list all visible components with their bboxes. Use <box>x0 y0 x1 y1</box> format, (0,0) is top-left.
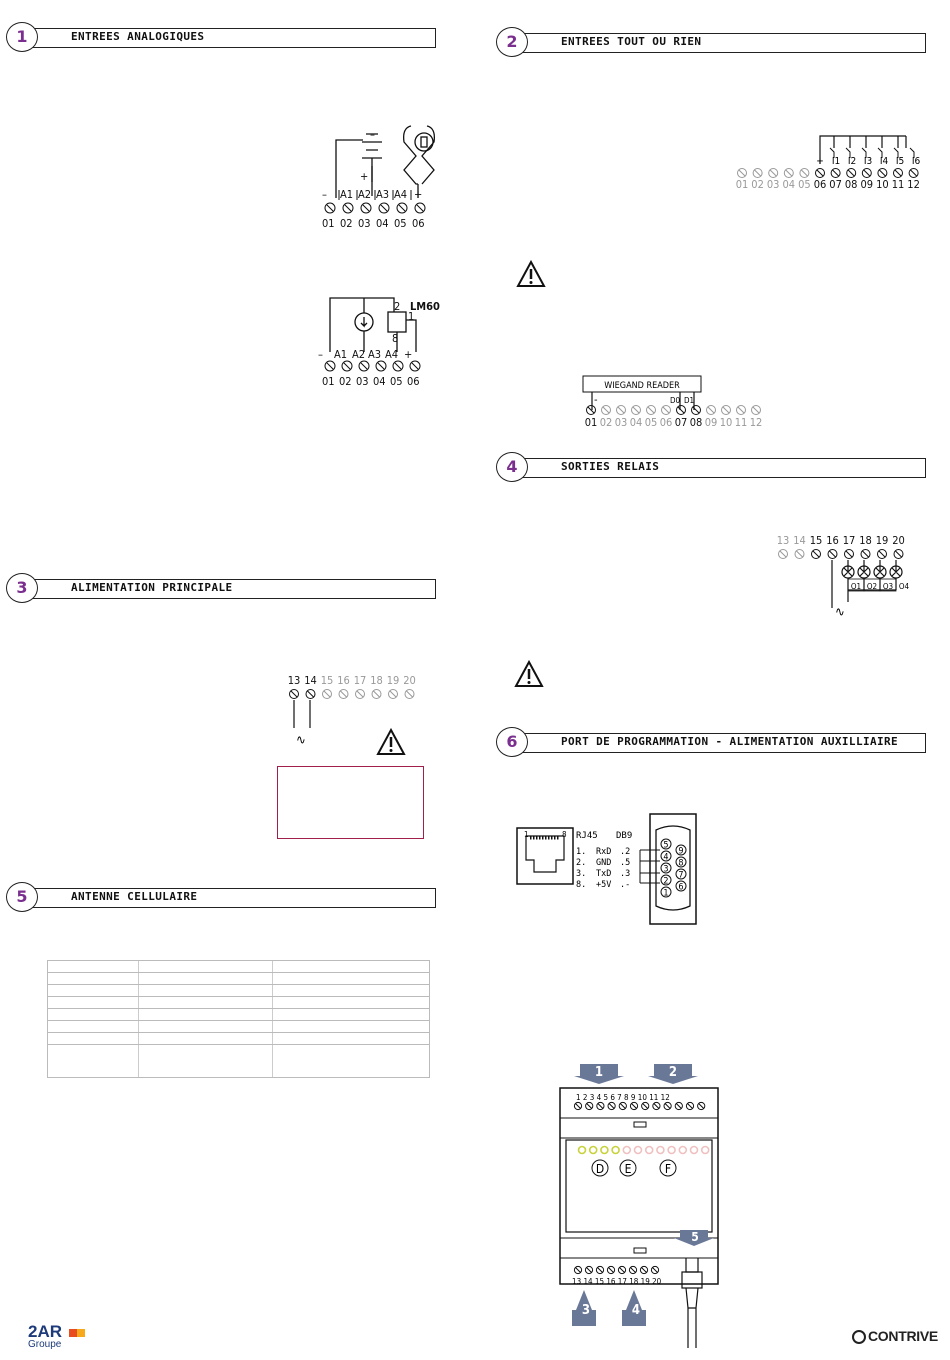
label-minus: – <box>322 188 327 201</box>
terminal: 03 <box>358 217 371 230</box>
screw-slot <box>770 170 776 176</box>
pinout-cell: TxD <box>596 869 612 879</box>
section-header-6 <box>496 731 926 753</box>
section-number: 1 <box>6 22 38 52</box>
terminal-number: 19 <box>386 674 400 687</box>
screw-slot <box>796 551 802 557</box>
rj45-pin1: 1 <box>524 830 529 839</box>
terminal-number: 16 <box>337 674 350 687</box>
terminal-number: 06 <box>813 178 827 191</box>
pinout-cell: .3 <box>620 869 631 879</box>
terminal: 04 <box>373 375 386 388</box>
screw-slot <box>723 407 729 413</box>
screw-slot <box>340 691 346 697</box>
svg-text:4: 4 <box>631 1303 641 1318</box>
terminal-number: 09 <box>704 416 718 429</box>
section-header-2 <box>496 31 926 53</box>
db9-pin-number: 3 <box>663 864 669 875</box>
terminal-number: 02 <box>599 416 613 429</box>
lm60-pin2: 2 <box>394 300 401 313</box>
brand-logo-contrive: CONTRIVE <box>852 1328 938 1344</box>
db9-pin-number: 8 <box>678 858 684 869</box>
terminal: 05 <box>390 375 403 388</box>
label-a1: A1 <box>340 188 354 201</box>
terminal-number: 14 <box>304 674 317 687</box>
device-diagram <box>556 1058 726 1352</box>
terminal-number: 15 <box>809 534 823 547</box>
rj45-db9-diagram <box>514 810 714 930</box>
label-a2: A2 <box>358 188 372 201</box>
terminal: 02 <box>339 375 352 388</box>
relay-outputs-diagram <box>774 532 914 622</box>
led-e: E <box>624 1162 632 1176</box>
terminal-number: 20 <box>892 534 905 547</box>
digital-inputs-diagram <box>734 128 924 196</box>
input-label: I5 <box>895 156 905 167</box>
terminal-number: 03 <box>614 416 628 429</box>
terminal: 04 <box>376 217 389 230</box>
terminal-number: 14 <box>793 534 806 547</box>
label-a2: A2 <box>352 348 366 361</box>
screw-slot <box>603 407 609 413</box>
terminal-number: 08 <box>689 416 703 429</box>
battery-plus: + <box>360 170 369 183</box>
screw-slot <box>753 407 759 413</box>
arrow-2 <box>648 1064 698 1084</box>
terminal-number: 03 <box>766 178 780 191</box>
terminal: 03 <box>356 375 369 388</box>
analog-wiring-diagram-b <box>312 290 442 390</box>
section-title: SORTIES RELAIS <box>561 460 660 473</box>
section-title: ENTREES ANALOGIQUES <box>71 30 205 43</box>
terminal-number: 10 <box>719 416 733 429</box>
terminal-number: 08 <box>844 178 858 191</box>
db9-pin-number: 2 <box>663 876 669 887</box>
screw-slot <box>324 691 330 697</box>
terminal: 06 <box>407 375 420 388</box>
pinout-cell: +5V <box>596 880 612 890</box>
terminal-number: 19 <box>875 534 889 547</box>
led-d: D <box>595 1162 605 1176</box>
label-plus: + <box>414 188 423 201</box>
db9-pin-number: 5 <box>663 840 669 851</box>
pinout-cell: GND <box>596 858 612 868</box>
label-a3: A3 <box>376 188 390 201</box>
analog-wiring-diagram-a <box>318 122 440 234</box>
screw-slot <box>754 170 760 176</box>
db9-pin-number: 4 <box>663 852 669 863</box>
rj45-label: RJ45 <box>576 831 598 841</box>
section-header-5 <box>6 886 436 908</box>
screw-slot <box>708 407 714 413</box>
terminal-number: 07 <box>829 178 842 191</box>
led-f: F <box>664 1162 672 1176</box>
label-plus: + <box>404 348 413 361</box>
input-label: + <box>816 156 824 167</box>
screw-slot <box>678 407 684 413</box>
label-a4: A4 <box>394 188 408 201</box>
terminal-number: 17 <box>842 534 856 547</box>
pinout-cell: .5 <box>620 858 631 868</box>
terminal-number: 15 <box>320 674 334 687</box>
input-label: I3 <box>863 156 873 167</box>
ac-symbol: ∿ <box>296 733 306 748</box>
terminal-number: 12 <box>907 178 920 191</box>
terminal-number: 12 <box>749 416 763 429</box>
terminal-number: 04 <box>782 178 796 191</box>
terminal-number: 06 <box>659 416 673 429</box>
screw-slot <box>780 551 786 557</box>
terminal-number: 10 <box>876 178 889 191</box>
section-title: ANTENNE CELLULAIRE <box>71 890 198 903</box>
svg-text:1: 1 <box>594 1065 604 1080</box>
screw-slot <box>373 691 379 697</box>
terminal-number: 11 <box>734 416 748 429</box>
terminal: 02 <box>340 217 353 230</box>
screw-slot <box>829 551 835 557</box>
screw-slot <box>832 170 838 176</box>
terminal: 06 <box>412 217 425 230</box>
label-a3: A3 <box>368 348 382 361</box>
section-title: ALIMENTATION PRINCIPALE <box>71 581 233 594</box>
screw-slot <box>738 407 744 413</box>
bottom-terminal-labels: 13 14 15 16 17 18 19 20 <box>572 1277 662 1286</box>
brand-logo-2ar: 2AR Groupe <box>28 1322 85 1350</box>
screw-slot <box>862 551 868 557</box>
input-label: I2 <box>847 156 857 167</box>
db9-pin-number: 7 <box>678 870 684 881</box>
terminal-number: 05 <box>798 178 811 191</box>
screw-slot <box>406 691 412 697</box>
screw-slot <box>879 551 885 557</box>
screw-slot <box>801 170 807 176</box>
screw-slot <box>846 551 852 557</box>
terminal-number: 13 <box>287 674 301 687</box>
antenna-table <box>47 960 430 1078</box>
section-number: 6 <box>496 727 528 757</box>
db9-pin-number: 1 <box>663 888 669 899</box>
output-label: O1 <box>850 582 862 591</box>
terminal-number: 13 <box>776 534 790 547</box>
arrow-1 <box>574 1064 624 1084</box>
terminal-number: 02 <box>751 178 764 191</box>
wiegand-diagram <box>578 370 768 432</box>
screw-slot <box>390 691 396 697</box>
notice-box <box>277 766 424 839</box>
arrow-3 <box>572 1290 596 1326</box>
wiegand-title: WIEGAND READER <box>604 381 680 391</box>
section-number: 4 <box>496 452 528 482</box>
screw-slot <box>633 407 639 413</box>
arrow-4 <box>622 1290 646 1326</box>
warning-icon <box>516 260 546 288</box>
screw-slot <box>357 691 363 697</box>
lm60-label: LM60 <box>410 300 440 313</box>
screw-slot <box>895 170 901 176</box>
svg-text:5: 5 <box>691 1230 699 1244</box>
output-label: O4 <box>898 582 910 591</box>
terminal-number: 18 <box>370 674 383 687</box>
input-label: I4 <box>879 156 889 167</box>
terminal-number: 07 <box>674 416 688 429</box>
section-header-4 <box>496 456 926 478</box>
screw-slot <box>307 691 313 697</box>
terminal: 01 <box>322 375 335 388</box>
section-header-3 <box>6 577 436 599</box>
pinout-cell: RxD <box>596 847 612 857</box>
ac-symbol: ∿ <box>835 605 845 620</box>
pinout-cell: 3. <box>576 869 587 879</box>
pinout-cell: .- <box>620 880 631 890</box>
screw-slot <box>817 170 823 176</box>
terminal-number: 01 <box>735 178 749 191</box>
terminal-number: 18 <box>859 534 872 547</box>
terminal-number: 11 <box>891 178 905 191</box>
terminal-number: 09 <box>860 178 874 191</box>
lm60-pin8: 8 <box>392 332 399 345</box>
screw-slot <box>910 170 916 176</box>
section-header-1 <box>6 26 436 48</box>
label-a1: A1 <box>334 348 348 361</box>
section-number: 2 <box>496 27 528 57</box>
db9-pin-number: 6 <box>678 882 684 893</box>
screw-slot <box>663 407 669 413</box>
screw-slot <box>879 170 885 176</box>
battery-minus: – <box>370 128 375 141</box>
warning-icon <box>514 660 544 688</box>
lm60-pin1: 1 <box>408 310 415 323</box>
db9-pin-number: 9 <box>678 846 684 857</box>
section-number: 5 <box>6 882 38 912</box>
screw-slot <box>648 407 654 413</box>
db9-label: DB9 <box>616 831 633 841</box>
terminal-number: 01 <box>584 416 598 429</box>
wiegand-minus: - <box>594 393 598 406</box>
warning-icon <box>376 728 406 756</box>
wiegand-d1: D1 <box>684 396 695 405</box>
screw-slot <box>739 170 745 176</box>
section-number: 3 <box>6 573 38 603</box>
label-minus: – <box>318 348 323 361</box>
input-label: I6 <box>911 156 921 167</box>
screw-slot <box>291 691 297 697</box>
label-a4: A4 <box>385 348 399 361</box>
screw-slot <box>786 170 792 176</box>
screw-slot <box>895 551 901 557</box>
svg-text:2: 2 <box>668 1065 678 1080</box>
terminal-number: 16 <box>826 534 839 547</box>
pinout-cell: .2 <box>620 847 631 857</box>
terminal-number: 17 <box>353 674 367 687</box>
input-label: I1 <box>831 156 841 167</box>
pinout-cell: 1. <box>576 847 587 857</box>
screw-slot <box>588 407 594 413</box>
terminal-number: 20 <box>403 674 416 687</box>
section-title: PORT DE PROGRAMMATION - ALIMENTATION AUXILLIAIRE <box>561 735 899 748</box>
terminal: 05 <box>394 217 407 230</box>
section-title: ENTREES TOUT OU RIEN <box>561 35 702 48</box>
output-label: O2 <box>866 582 878 591</box>
terminal-number: 05 <box>644 416 658 429</box>
output-label: O3 <box>882 582 894 591</box>
pinout-cell: 8. <box>576 880 587 890</box>
screw-slot <box>618 407 624 413</box>
screw-slot <box>848 170 854 176</box>
terminal-number: 04 <box>629 416 643 429</box>
terminal: 01 <box>322 217 335 230</box>
screw-slot <box>864 170 870 176</box>
rj45-pin8: 8 <box>562 830 567 839</box>
pinout-cell: 2. <box>576 858 587 868</box>
wiegand-d0: D0 <box>670 396 681 405</box>
screw-slot <box>813 551 819 557</box>
svg-text:3: 3 <box>581 1303 591 1318</box>
top-terminal-labels: 1 2 3 4 5 6 7 8 9 10 11 12 <box>576 1093 670 1102</box>
